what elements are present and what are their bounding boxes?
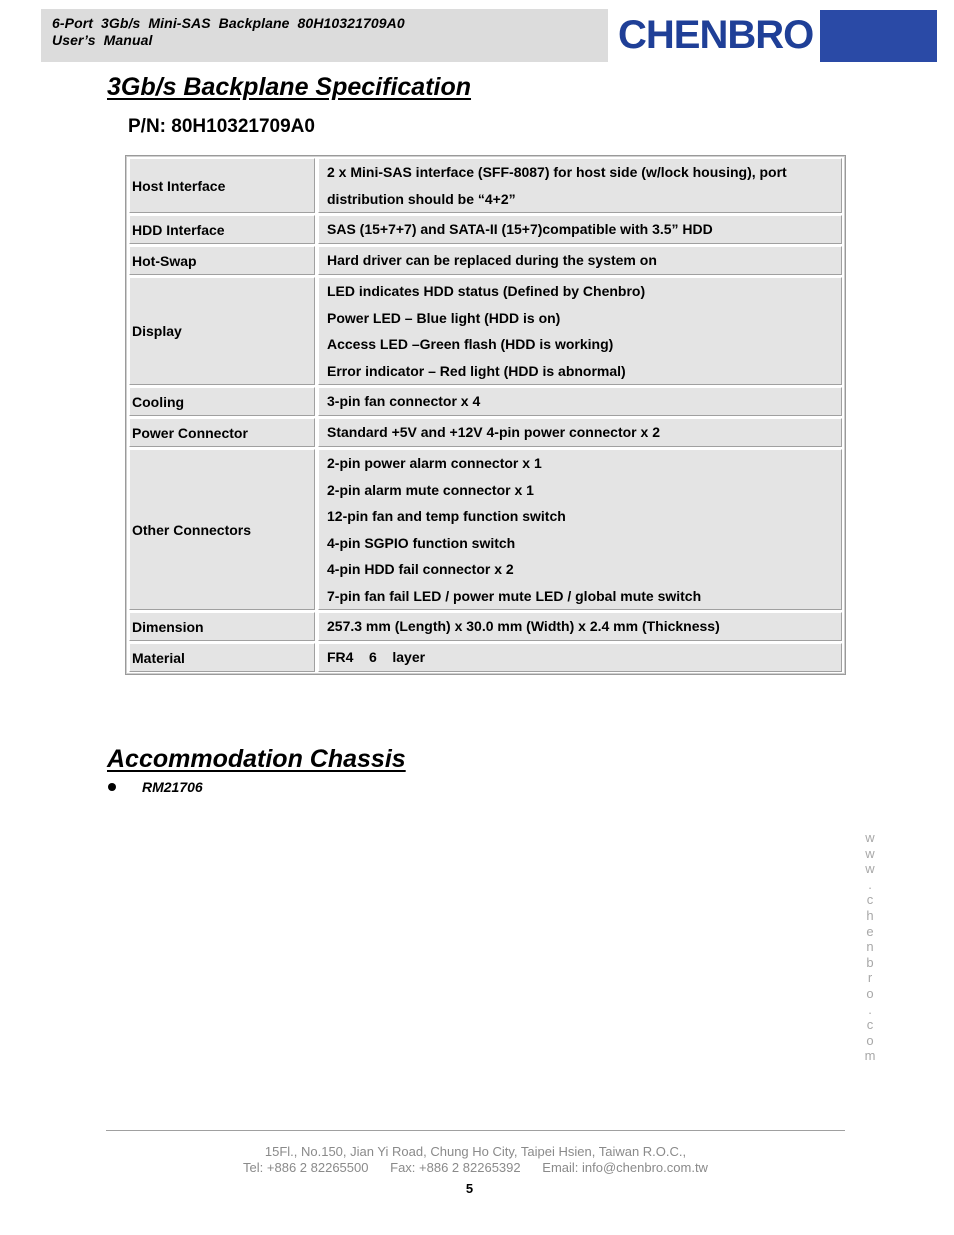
spec-value bbox=[318, 643, 842, 672]
spec-value-line: 2-pin alarm mute connector x 1 bbox=[327, 481, 534, 498]
footer-email: Email: info@chenbro.com.tw bbox=[542, 1160, 708, 1175]
spec-value-line: FR4 6 layer bbox=[327, 649, 426, 665]
spec-table bbox=[125, 155, 846, 675]
spec-label: Cooling bbox=[129, 387, 315, 416]
page-number: 5 bbox=[465, 1181, 474, 1196]
spec-label: Display bbox=[129, 277, 315, 385]
document-header bbox=[41, 9, 608, 62]
footer-tel: Tel: +886 2 82265500 bbox=[243, 1160, 369, 1175]
spec-label: HDD Interface bbox=[129, 215, 315, 244]
website-vertical-text: w w w . c h e n b r o . c o m bbox=[864, 830, 876, 1064]
spec-row bbox=[129, 277, 842, 385]
spec-label: Material bbox=[129, 643, 315, 672]
chassis-section-title: Accommodation Chassis bbox=[107, 745, 406, 773]
spec-value-line: Power LED – Blue light (HDD is on) bbox=[327, 309, 561, 326]
document-subtitle: User’s Manual bbox=[52, 32, 153, 48]
spec-value-line: Standard +5V and +12V 4-pin power connector x 2 bbox=[327, 424, 660, 440]
spec-value bbox=[318, 158, 842, 213]
spec-row bbox=[129, 449, 842, 610]
chenbro-logo: CHENBRO bbox=[618, 13, 814, 57]
spec-value bbox=[318, 215, 842, 244]
spec-value-line: 4-pin HDD fail connector x 2 bbox=[327, 561, 514, 577]
spec-value-line: 4-pin SGPIO function switch bbox=[327, 534, 516, 551]
spec-value-line: 257.3 mm (Length) x 30.0 mm (Width) x 2.4 mm (Thickness) bbox=[327, 618, 720, 634]
part-number: P/N: 80H10321709A0 bbox=[128, 116, 315, 137]
spec-label: Hot-Swap bbox=[129, 246, 315, 275]
spec-label: Dimension bbox=[129, 612, 315, 641]
spec-value-line: 2-pin power alarm connector x 1 bbox=[327, 455, 542, 471]
spec-value-line: Hard driver can be replaced during the system on bbox=[327, 252, 657, 268]
spec-value-line: 7-pin fan fail LED / power mute LED / global mute switch bbox=[327, 587, 702, 604]
spec-section-title: 3Gb/s Backplane Specification bbox=[107, 73, 472, 101]
spec-value-line: Access LED –Green flash (HDD is working) bbox=[327, 336, 614, 352]
spec-row bbox=[129, 158, 842, 213]
document-title: 6-Port 3Gb/s Mini-SAS Backplane 80H10321709A0 bbox=[52, 15, 405, 31]
spec-row bbox=[129, 215, 842, 244]
spec-value-line: 3-pin fan connector x 4 bbox=[327, 393, 481, 409]
spec-label: Power Connector bbox=[129, 418, 315, 447]
bullet-icon bbox=[108, 783, 116, 791]
spec-value-line: Error indicator – Red light (HDD is abnormal) bbox=[327, 362, 626, 379]
footer-fax: Fax: +886 2 82265392 bbox=[390, 1160, 521, 1175]
footer-address: 15Fl., No.150, Jian Yi Road, Chung Ho City, Taipei Hsien, Taiwan R.O.C., bbox=[264, 1144, 687, 1159]
spec-row bbox=[129, 643, 842, 672]
header-accent-block bbox=[820, 10, 937, 62]
spec-value bbox=[318, 387, 842, 416]
spec-value bbox=[318, 612, 842, 641]
footer-divider bbox=[106, 1130, 845, 1131]
spec-value-line: 2 x Mini-SAS interface (SFF-8087) for host side (w/lock housing), port bbox=[327, 164, 787, 180]
spec-value bbox=[318, 418, 842, 447]
spec-value bbox=[318, 449, 842, 610]
spec-row bbox=[129, 612, 842, 641]
spec-value-line: SAS (15+7+7) and SATA-II (15+7)compatible with 3.5” HDD bbox=[327, 221, 713, 237]
spec-label: Host Interface bbox=[129, 158, 315, 213]
footer-contact bbox=[106, 1160, 845, 1175]
spec-row bbox=[129, 418, 842, 447]
spec-value-line: distribution should be “4+2” bbox=[327, 190, 516, 207]
spec-value bbox=[318, 246, 842, 275]
spec-row bbox=[129, 387, 842, 416]
spec-label: Other Connectors bbox=[129, 449, 315, 610]
spec-value-line: LED indicates HDD status (Defined by Chenbro) bbox=[327, 283, 646, 299]
chassis-model: RM21706 bbox=[142, 779, 203, 795]
spec-row bbox=[129, 246, 842, 275]
spec-value bbox=[318, 277, 842, 385]
spec-value-line: 12-pin fan and temp function switch bbox=[327, 508, 566, 524]
